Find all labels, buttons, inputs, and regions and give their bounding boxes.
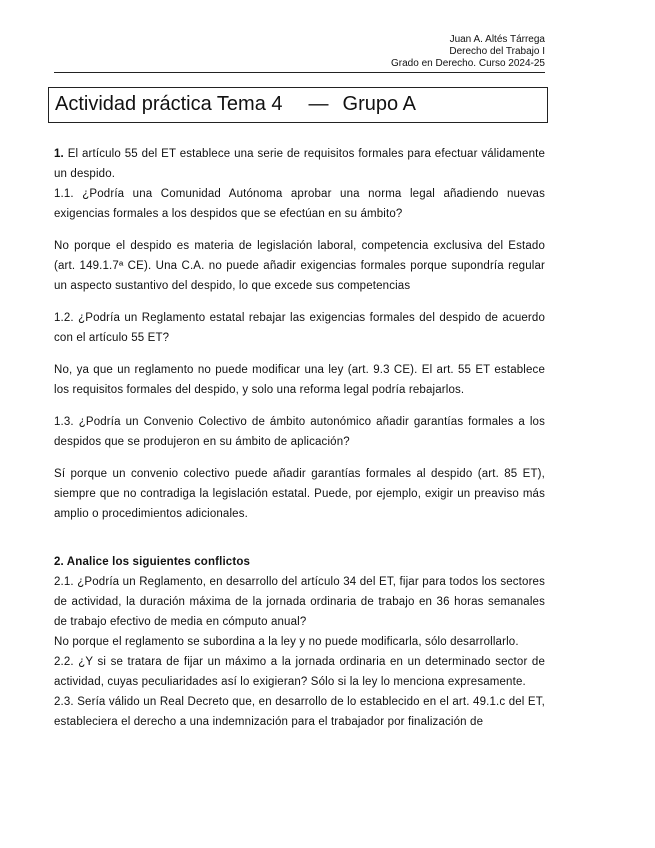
question-1-intro [54, 144, 545, 184]
title-group: Grupo A [342, 93, 416, 115]
section-2-title: 2. Analice los siguientes conflictos [54, 556, 251, 568]
title-dash: — [308, 93, 329, 115]
header-course: Derecho del Trabajo I [449, 46, 545, 57]
question-1-2: 1.2. ¿Podría un Reglamento estatal rebajar las exigencias formales del despido de acuerdo con el artículo 55 ET? [54, 312, 545, 344]
page-header [391, 34, 545, 70]
question-1-1: 1.1. ¿Podría una Comunidad Autónoma aprobar una norma legal añadiendo nuevas exigencias formales a los despidos que se efectúan en su ámbito? [54, 188, 545, 220]
question-1-number: 1. [54, 148, 64, 160]
document-body [54, 144, 545, 732]
header-program: Grado en Derecho. Curso 2024-25 [391, 58, 545, 69]
page-title [48, 87, 548, 123]
answer-2-1: No porque el reglamento se subordina a la ley y no puede modificarla, sólo desarrollarlo. [54, 636, 519, 648]
answer-1-3: Sí porque un convenio colectivo puede añadir garantías formales al despido (art. 85 ET), siempre que no contradiga la legislación estatal. Puede, por ejemplo, exigir un preaviso más amplio o procedimientos adicionales. [54, 468, 545, 520]
question-2-1: 2.1. ¿Podría un Reglamento, en desarrollo del artículo 34 del ET, fijar para todos los sectores de actividad, la duración máxima de la jornada ordinaria de trabajo en 36 horas semanales de trabajo efectivo de media en cómputo anual? [54, 576, 545, 628]
question-1-3: 1.3. ¿Podría un Convenio Colectivo de ámbito autonómico añadir garantías formales a los despidos que se produjeron en su ámbito de aplicación? [54, 416, 545, 448]
answer-1-2: No, ya que un reglamento no puede modificar una ley (art. 9.3 CE). El art. 55 ET establece los requisitos formales del despido, y solo una reforma legal podría rebajarlos. [54, 364, 545, 396]
title-main: Actividad práctica Tema 4 [55, 93, 283, 115]
header-rule [54, 72, 545, 73]
question-1-text: El artículo 55 del ET establece una serie de requisitos formales para efectuar válidamente un despido. [54, 148, 546, 180]
question-2-2: 2.2. ¿Y si se tratara de fijar un máximo a la jornada ordinaria en un determinado sector de actividad, cuyas peculiaridades así lo exigieran? Sólo si la ley lo menciona expresamente. [54, 656, 545, 688]
answer-1-1: No porque el despido es materia de legislación laboral, competencia exclusiva del Estado (art. 149.1.7ª CE). Una C.A. no puede añadir exigencias formales porque supondría regular un aspecto sustantivo del despido, lo que excede sus competencias [54, 240, 545, 292]
header-author: Juan A. Altés Tárrega [449, 34, 545, 45]
question-2-3: 2.3. Sería válido un Real Decreto que, en desarrollo de lo establecido en el art. 49.1.c del ET, estableciera el derecho a una indemnización para el trabajador por finalización de [54, 696, 545, 728]
